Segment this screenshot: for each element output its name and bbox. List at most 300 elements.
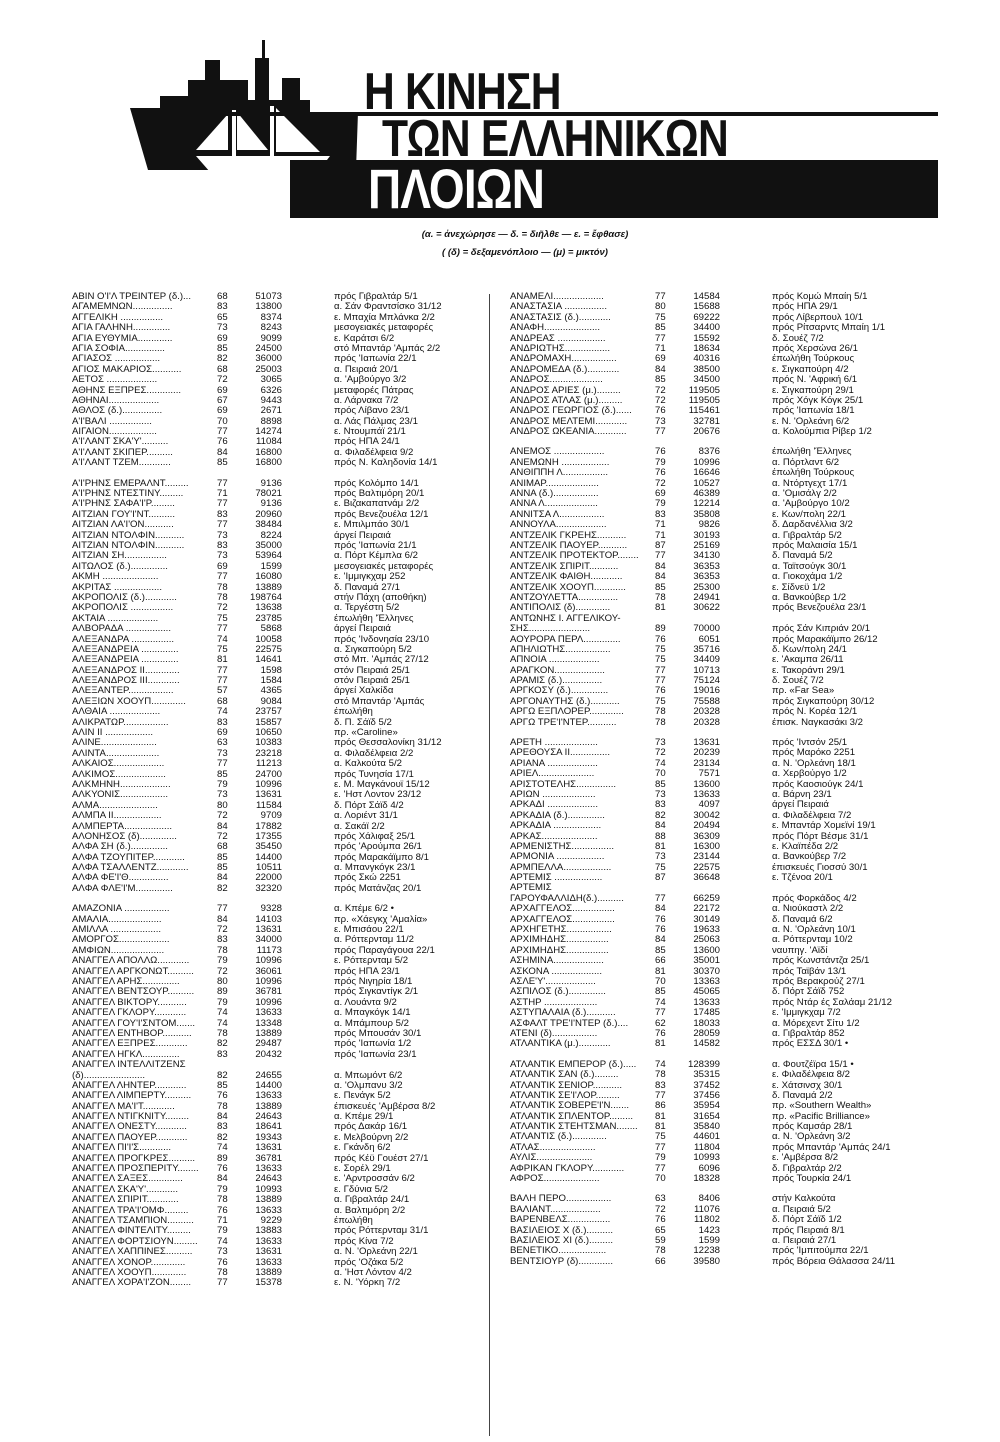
ship-row — [72, 946, 527, 956]
ship-row — [72, 417, 527, 427]
ship-status: δ. Πόρτ Σάϊδ 4/2 — [334, 799, 404, 811]
ship-name: ΑΜΙΛΛΑ ................... — [72, 925, 162, 936]
ship-row — [510, 1060, 965, 1070]
ship-name: ΑΝΑΓΓΕΛ ΠΑΟΥΕΡ............ — [72, 1132, 188, 1143]
ship-status: έπισκ. Ναγκασάκι 3/2 — [772, 716, 863, 728]
build-year: 79 — [655, 1152, 666, 1164]
ship-name: ΑΝΑΓΓΕΛ ΕΝΤΗΒΟΡ........... — [72, 1028, 192, 1039]
build-year: 73 — [217, 529, 228, 541]
build-year: 62 — [655, 1017, 666, 1029]
build-year: 69 — [217, 384, 228, 396]
ship-status: δ. Σουέζ 7/2 — [772, 332, 824, 344]
ship-name: ΑΝΑΦΗ..................... — [510, 323, 601, 334]
ship-row — [510, 686, 965, 696]
ship-status: άργεί Χαλκίδα — [334, 685, 394, 697]
build-year: 83 — [655, 799, 666, 811]
tonnage: 35716 — [693, 643, 720, 655]
build-year: 83 — [217, 1048, 228, 1060]
ship-name: ΑΝΔΡΟΜΕΔΑ (δ.)............ — [510, 364, 620, 375]
build-year: 76 — [655, 446, 666, 458]
build-year: 85 — [217, 768, 228, 780]
tonnage: 38500 — [693, 363, 720, 375]
ship-name: ΑΤΛΑΝΤΙΚ ΕΜΠΕΡΟΡ (δ.)..... — [510, 1059, 637, 1070]
tonnage: 24643 — [255, 1111, 282, 1123]
ship-name: ΑΡΓΩ ΤΡΕ'Ι'ΝΤΕΡ........... — [510, 717, 617, 728]
build-year: 89 — [217, 1152, 228, 1164]
build-year: 68 — [217, 363, 228, 375]
ship-row — [72, 427, 527, 437]
tonnage: 11084 — [256, 436, 282, 448]
build-year: 78 — [217, 1266, 228, 1278]
ship-row — [72, 406, 527, 416]
ship-row — [510, 769, 965, 779]
ship-row — [72, 977, 527, 987]
tonnage: 9136 — [260, 498, 282, 510]
tonnage: 13889 — [255, 1194, 282, 1206]
tonnage: 11213 — [256, 758, 282, 770]
tonnage: 13633 — [255, 1204, 282, 1216]
tonnage: 20328 — [693, 706, 720, 718]
ship-name: ΑΝΑΓΓΕΛ ΓΚΛΟΡΥ............ — [72, 1008, 187, 1019]
ship-row — [510, 718, 965, 728]
ship-status: α. Ταϊτσούγκ 30/1 — [772, 560, 847, 572]
tonnage: 25063 — [693, 934, 720, 946]
build-year: 78 — [217, 1027, 228, 1039]
ship-name: ΑΛΕΞΑΝΔΡΟΣ ΙΙΙ............ — [72, 676, 180, 687]
ship-name: ΑΡΤΕΜΙΣ .................. — [510, 873, 603, 884]
ship-status: πρός ΗΠΑ 24/1 — [334, 436, 400, 448]
ship-name: ΑΛΘΑΙΑ ................... — [72, 707, 161, 718]
ship-status: στό Μπ. 'Αμπάς 27/12 — [334, 654, 429, 666]
ship-status: έπωλήθη — [334, 1214, 373, 1226]
tonnage: 9443 — [260, 394, 282, 406]
ship-status: α. Καλκούτα 5/2 — [334, 758, 402, 770]
ship-status: πρός Γιβραλτάρ 5/1 — [334, 291, 418, 302]
ship-name: ΑΝΤΙΠΟΛΙΣ (δ)............. — [510, 603, 611, 614]
tonnage: 36353 — [693, 560, 720, 572]
ship-row — [72, 707, 527, 717]
ship-status: μεταφορές Πάτρας — [334, 384, 414, 396]
tonnage: 37452 — [693, 1079, 720, 1091]
tonnage: 31654 — [693, 1110, 720, 1122]
build-year: 77 — [655, 1089, 666, 1101]
tonnage: 36648 — [693, 872, 720, 884]
ship-row — [72, 458, 527, 468]
ship-row — [510, 1174, 965, 1184]
ship-status: πρός Σάν Κιπριάν 20/1 — [772, 623, 871, 635]
tonnage: 11076 — [694, 1203, 720, 1215]
tonnage: 69222 — [693, 311, 720, 323]
build-year: 85 — [217, 342, 228, 354]
build-year: 69 — [217, 727, 228, 739]
ship-row — [72, 998, 527, 1008]
build-year: 73 — [655, 737, 666, 749]
build-year: 66 — [655, 955, 666, 967]
ship-row — [72, 614, 527, 624]
tonnage: 22172 — [693, 903, 720, 915]
ship-name: ΑΝΑΓΓΕΛ ΗΓΚΛ.............. — [72, 1049, 180, 1060]
build-year: 85 — [655, 944, 666, 956]
ship-name: ΑΝΑΓΓΕΛ ΦΙΝΤΕΛΙΤΥ......... — [72, 1226, 191, 1237]
tonnage: 24700 — [255, 768, 282, 780]
tonnage: 9084 — [260, 695, 282, 707]
ship-name: ΑΣΚΟΝΑ ................... — [510, 966, 603, 977]
ship-status: άργεί Πειραιά — [334, 623, 391, 635]
ship-row — [72, 1185, 527, 1195]
tonnage: 17485 — [693, 1007, 720, 1019]
ship-row — [510, 873, 965, 883]
ship-name: ΑΝΑΣΤΑΣΙΑ ................ — [510, 302, 607, 313]
ship-row — [72, 853, 527, 863]
build-year: 83 — [217, 301, 228, 313]
build-year: 75 — [217, 612, 228, 624]
tonnage: 8376 — [698, 446, 720, 458]
ship-status: α. Βάρνη 23/1 — [772, 788, 832, 800]
tonnage: 19016 — [693, 685, 720, 697]
ship-name: ΑΝΤΖΕΛΙΚ ΧΟΟΥΠ............ — [510, 582, 626, 593]
tonnage: 36781 — [255, 1152, 282, 1164]
build-year: 85 — [655, 581, 666, 593]
ship-status: πρός Καοσιούγκ 24/1 — [772, 778, 864, 790]
ship-status: πρός Ματάνζας 20/1 — [334, 882, 422, 894]
build-year: 76 — [655, 1214, 666, 1226]
ship-name: ΑΡΜΠΕΛΛΑ.................. — [510, 862, 612, 873]
ship-row — [72, 354, 527, 364]
build-year: 70 — [655, 768, 666, 780]
build-year: 73 — [217, 789, 228, 801]
ship-row — [72, 562, 527, 572]
build-year: 76 — [655, 913, 666, 925]
build-year: 77 — [655, 1162, 666, 1174]
ship-status: α. Βανκούβερ 7/2 — [772, 851, 847, 863]
ship-name: ΑΛΜΠΕΡΤΑ.................. — [72, 821, 173, 832]
ship-group — [72, 904, 527, 1288]
ship-status: δ. Σουέζ 7/2 — [772, 675, 824, 687]
ship-name: ΑΝΑΓΓΕΛ ΟΝΕΣΤΥ............ — [72, 1122, 187, 1133]
ship-name: ΑΝΑΓΓΕΛ ΜΑ'Ι'Τ............ — [72, 1101, 175, 1112]
ship-status: πρός ΗΠΑ 29/1 — [772, 301, 838, 313]
ship-name: ΑΛΙΚΡΑΤΩΡ................. — [72, 717, 169, 728]
tonnage: 18033 — [693, 1017, 720, 1029]
tonnage: 35450 — [255, 841, 282, 853]
build-year: 72 — [217, 602, 228, 614]
ship-status: πρός Βενεζουέλα 23/1 — [772, 602, 867, 614]
ship-status: πρός Κωνστάντζα 25/1 — [772, 955, 870, 967]
build-year: 74 — [217, 706, 228, 718]
tonnage: 36781 — [255, 986, 282, 998]
ship-name: ΑΝΔΡΟΣ ΑΡΙΕΣ (μ.)......... — [510, 385, 621, 396]
ship-status: α. Ρόττερνταμ 11/2 — [334, 934, 414, 946]
ship-row — [510, 302, 965, 312]
ship-status: ναυπηγ. 'Αϊδί — [772, 944, 828, 956]
ship-status: ε. 'Ακαμπα 26/11 — [772, 654, 844, 666]
ship-status: α. Βαλτιμόρη 2/2 — [334, 1204, 406, 1216]
ship-status: πρ. «Far Sea» — [772, 685, 835, 697]
ship-status: έπωλήθη — [334, 706, 373, 718]
tonnage: 13348 — [255, 1017, 282, 1029]
build-year: 77 — [217, 675, 228, 687]
ship-status: στό Μπαντάρ 'Αμπάς — [334, 695, 425, 707]
tonnage: 22000 — [255, 872, 282, 884]
ship-name: ΑΣΗΜΙΝΑ................... — [510, 956, 604, 967]
ship-name: ΑΛΕΞΑΝΔΡΑ ................ — [72, 634, 175, 645]
ship-status: δ. Πόρτ Σάϊδ 752 — [772, 986, 845, 998]
build-year: 85 — [217, 851, 228, 863]
ship-row — [72, 437, 527, 447]
ship-row — [72, 811, 527, 821]
ship-status: πρός 'Ιαπωνία 21/1 — [334, 539, 417, 551]
tonnage: 22575 — [255, 643, 282, 655]
right-column — [510, 292, 965, 1277]
build-year: 84 — [655, 820, 666, 832]
build-year: 67 — [217, 394, 228, 406]
build-year: 84 — [655, 571, 666, 583]
ship-status: ε. Βιζακαπατνάμ 2/2 — [334, 498, 420, 510]
ship-row — [510, 427, 965, 437]
build-year: 76 — [655, 685, 666, 697]
ship-status: πρός 'Ινδονησία 23/10 — [334, 633, 430, 645]
build-year: 77 — [217, 426, 228, 438]
ship-name: ΑΡΕΘΟΥΣΑ ΙΙ............... — [510, 748, 610, 759]
build-year: 72 — [217, 924, 228, 936]
ship-group — [72, 292, 527, 469]
ship-name: ΑΛΦΑ ΤΣΑΛΛΕΝΤΖ............ — [72, 863, 189, 874]
ship-status: ε. Σορέλ 29/1 — [334, 1163, 391, 1175]
build-year: 69 — [217, 405, 228, 417]
ship-name: ΑΡΧΑΓΓΕΛΟΣ................ — [510, 904, 615, 915]
build-year: 78 — [217, 1194, 228, 1206]
ship-row — [72, 1071, 527, 1081]
build-year: 78 — [655, 716, 666, 728]
ship-name: ΑΝΑΓΓΕΛ ΝΤΙΓΚΝΙΤΥ......... — [72, 1112, 189, 1123]
ship-name: ΑΝΝΟΥΛΑ................... — [510, 520, 607, 531]
ship-row — [510, 583, 965, 593]
ship-name: Α'Ι'ΡΗΝΣ ΕΜΕΡΑΛΝΤ......... — [72, 478, 189, 489]
tonnage: 5868 — [260, 623, 282, 635]
ship-status: α. Λοριέντ 31/1 — [334, 810, 398, 822]
ship-row — [72, 624, 527, 634]
tonnage: 12214 — [693, 498, 720, 510]
ship-status: πρός Κομώ Μπαίη 5/1 — [772, 291, 868, 302]
ship-name: ΑΡΜΟΝΙΑ .................. — [510, 852, 605, 863]
ship-row — [510, 603, 965, 613]
ship-status: πρός Νιγηρία 18/1 — [334, 976, 413, 987]
tonnage: 13633 — [255, 1163, 282, 1175]
ship-row — [72, 479, 527, 489]
ship-row — [72, 375, 527, 385]
build-year: 71 — [655, 342, 666, 354]
ship-row — [510, 645, 965, 655]
ship-name: ΑΝΙΜΑΡ.................... — [510, 478, 599, 489]
build-year: 71 — [217, 1214, 228, 1226]
ship-name: ΑΓΙΑ ΕΥΘΥΜΙΑ............. — [72, 333, 173, 344]
tonnage: 13633 — [255, 1007, 282, 1019]
ship-name: ΑΝΔΡΟΜΑΧΗ................. — [510, 354, 617, 365]
build-year: 72 — [655, 747, 666, 759]
build-year: 83 — [217, 539, 228, 551]
ship-name: ΑΝΝΙΤΣΑ Λ................. — [510, 509, 605, 520]
tonnage: 18634 — [693, 342, 720, 354]
ship-group — [72, 479, 527, 895]
ship-name: ΑΣΤΗΡ .................... — [510, 997, 598, 1008]
ship-row — [72, 780, 527, 790]
ship-status: μεσογειακές μεταφορές — [334, 560, 434, 572]
tonnage: 39580 — [693, 1255, 720, 1267]
ship-name: ΑΝΔΡΟΣ ΓΕΩΡΓΙΟΣ (δ.)...... — [510, 406, 632, 417]
ship-row — [72, 873, 527, 883]
build-year: 72 — [217, 830, 228, 842]
tonnage: 30370 — [693, 965, 720, 977]
ship-name: ΑΣΛΕ'Υ'................... — [510, 977, 596, 987]
ship-status: πρός Ρίτσαρντς Μπαίη 1/1 — [772, 322, 886, 334]
ship-status: α. Γιοκοχάμα 1/2 — [772, 571, 843, 583]
build-year: 75 — [217, 643, 228, 655]
ship-name: ΒΑΣΙΛΕΙΟΣ ΧΙ (δ.)......... — [510, 1235, 614, 1246]
ship-status: ε. Ντουμπάϊ 21/1 — [334, 426, 406, 438]
ship-row — [72, 334, 527, 344]
ship-status: πρός Ταϊβάν 13/1 — [772, 965, 847, 977]
build-year: 85 — [217, 457, 228, 469]
ship-status: πρός Ντάρ ές Σαλάαμ 21/12 — [772, 996, 892, 1008]
ship-status: α. Μπάμπουρ 5/2 — [334, 1017, 409, 1029]
build-year: 84 — [217, 872, 228, 884]
ship-status: πρός Κίνα 7/2 — [334, 1235, 394, 1247]
build-year: 77 — [655, 664, 666, 676]
ship-row — [510, 1081, 965, 1091]
build-year: 77 — [655, 426, 666, 438]
build-year: 76 — [655, 405, 666, 417]
build-year: 78 — [217, 591, 228, 603]
ship-name: ΑΚΡΟΠΟΛΙΣ ................ — [72, 603, 174, 614]
tonnage: 30042 — [693, 809, 720, 821]
ship-name: ΑΝΑΓΓΕΛ ΑΡΓΚΟΝΩΤ.......... — [72, 966, 194, 977]
ship-row — [510, 883, 965, 893]
tonnage: 6096 — [698, 1162, 720, 1174]
build-year: 83 — [217, 1121, 228, 1133]
ship-row — [72, 770, 527, 780]
ship-row — [72, 718, 527, 728]
ship-status: ε. Κων/πολη 22/1 — [772, 508, 846, 520]
tonnage: 14400 — [255, 1079, 282, 1091]
ship-name: ΑΠΝΟΙΑ ................... — [510, 655, 600, 666]
build-year: 84 — [217, 1111, 228, 1123]
build-year: 76 — [655, 633, 666, 645]
ship-name: ΑΤΛΑΣ..................... — [510, 1142, 596, 1153]
ship-row — [72, 863, 527, 873]
ship-name: ΑΣΠΙΛΟΣ (δ.).............. — [510, 987, 606, 998]
tonnage: 15592 — [693, 332, 720, 344]
build-year: 84 — [217, 820, 228, 832]
ship-row — [510, 894, 965, 904]
ship-row — [510, 1029, 965, 1039]
ship-status: πρ. «Χάεγκχ 'Αμαλία» — [334, 913, 428, 925]
ship-status: α. Ν. 'Ορλεάνη 22/1 — [334, 1246, 418, 1258]
ship-name: ΑΝΑΓΓΕΛ ΦΟΡΤΣΙΟΥΝ......... — [72, 1236, 198, 1247]
tonnage: 24500 — [255, 342, 282, 354]
build-year: 69 — [655, 488, 666, 500]
ship-row — [72, 1039, 527, 1049]
ship-row — [72, 1133, 527, 1143]
tonnage: 29487 — [255, 1038, 282, 1050]
ship-name: ΑΤΛΑΝΤΙΚ ΣΕΝΙΟΡ........... — [510, 1080, 623, 1091]
build-year: 84 — [655, 560, 666, 572]
ship-name: ΑΝΔΡΟΣ ΩΚΕΑΝΙΑ............ — [510, 427, 627, 438]
ship-status: έπωλήθη Τούρκους — [772, 467, 855, 479]
ship-name: ΑΝΝΑ (δ.)................. — [510, 489, 599, 500]
ship-name: ΑΛΜΠΑ ΙΙ.................. — [72, 811, 162, 822]
tonnage: 13800 — [255, 301, 282, 313]
tonnage: 6326 — [260, 384, 282, 396]
ship-row — [72, 884, 527, 894]
ship-name: ΑΝΤΖΕΛΙΚ ΣΠΙΡΙΤ........... — [510, 561, 619, 572]
ship-status: δ. Πόρτ Σάϊδ 1/2 — [772, 1214, 842, 1226]
ship-row — [510, 334, 965, 344]
tonnage: 13889 — [255, 1027, 282, 1039]
build-year: 77 — [217, 664, 228, 676]
ship-row — [72, 551, 527, 561]
ship-status: έπωλήθη Τούρκους — [772, 353, 855, 365]
build-year: 80 — [217, 799, 228, 811]
ship-name: ΑΝΑΓΓΕΛ ΧΑΠΠΙΝΕΣ.......... — [72, 1247, 193, 1258]
ship-name: Α'Ι'ΛΑΝΤ ΤΖΕΜ............ — [72, 458, 171, 469]
build-year: 69 — [217, 332, 228, 344]
ship-row — [72, 738, 527, 748]
build-year: 79 — [655, 498, 666, 510]
tonnage: 30622 — [693, 602, 720, 614]
build-year: 77 — [655, 892, 666, 904]
ship-status: δ. Δαρδανέλλια 3/2 — [772, 519, 853, 531]
build-year: 74 — [217, 1007, 228, 1019]
tonnage: 13633 — [255, 1090, 282, 1102]
ship-name: ΑΤΛΑΝΤΙΚ ΣΑΝ (δ.)......... — [510, 1070, 619, 1081]
ship-status: α. Πειραιά 20/1 — [334, 363, 399, 375]
tonnage: 7571 — [698, 768, 720, 780]
build-year: 78 — [217, 944, 228, 956]
ship-row — [72, 1268, 527, 1278]
ship-row — [510, 375, 965, 385]
ship-name: ΑΡΙΑΝΑ ................... — [510, 758, 598, 769]
ship-row — [72, 1091, 527, 1101]
ship-status: στήν Πάχη (αποθήκη) — [334, 591, 427, 603]
ship-status: μεσογειακές μεταφορές — [334, 322, 434, 334]
ship-name: ΑΛΕΞΑΝΤΕΡ................. — [72, 686, 174, 697]
tonnage: 10996 — [255, 996, 282, 1008]
build-year: 78 — [655, 706, 666, 718]
ship-row — [510, 904, 965, 914]
ship-name: Α'Ι'ΡΗΝΣ ΣΑΦΑ'Ι'Ρ......... — [72, 499, 175, 510]
ship-status: α. Πειραιά 5/2 — [772, 1203, 831, 1215]
build-year: 83 — [655, 1079, 666, 1091]
ship-name: ΑΛΦΑ ΦΛΕ'Ι'Μ.............. — [72, 883, 173, 894]
tonnage: 14103 — [255, 913, 282, 925]
tonnage: 17355 — [255, 830, 282, 842]
ship-name: ΑΦΡΙΚΑΝ ΓΚΛΟΡΥ............ — [510, 1163, 625, 1174]
ship-name: ΑΜΑΛΙΑ.................... — [72, 914, 162, 925]
tonnage: 20328 — [693, 716, 720, 728]
build-year: 75 — [655, 311, 666, 323]
ship-status: ε. Σίδνεϋ 1/2 — [772, 581, 826, 593]
build-year: 79 — [217, 1225, 228, 1237]
build-year: 74 — [217, 1235, 228, 1247]
ship-status: πρός Παραγάγουα 22/1 — [334, 944, 435, 956]
tonnage: 13633 — [255, 1256, 282, 1268]
ship-name: ΑΝΑΓΓΕΛ ΣΑΞΕΣ............. — [72, 1174, 183, 1185]
ship-row — [510, 666, 965, 676]
ship-row — [72, 499, 527, 509]
ship-row — [510, 1008, 965, 1018]
build-year: 82 — [217, 1038, 228, 1050]
ship-name: ΑΡΙΕΛ..................... — [510, 769, 595, 780]
